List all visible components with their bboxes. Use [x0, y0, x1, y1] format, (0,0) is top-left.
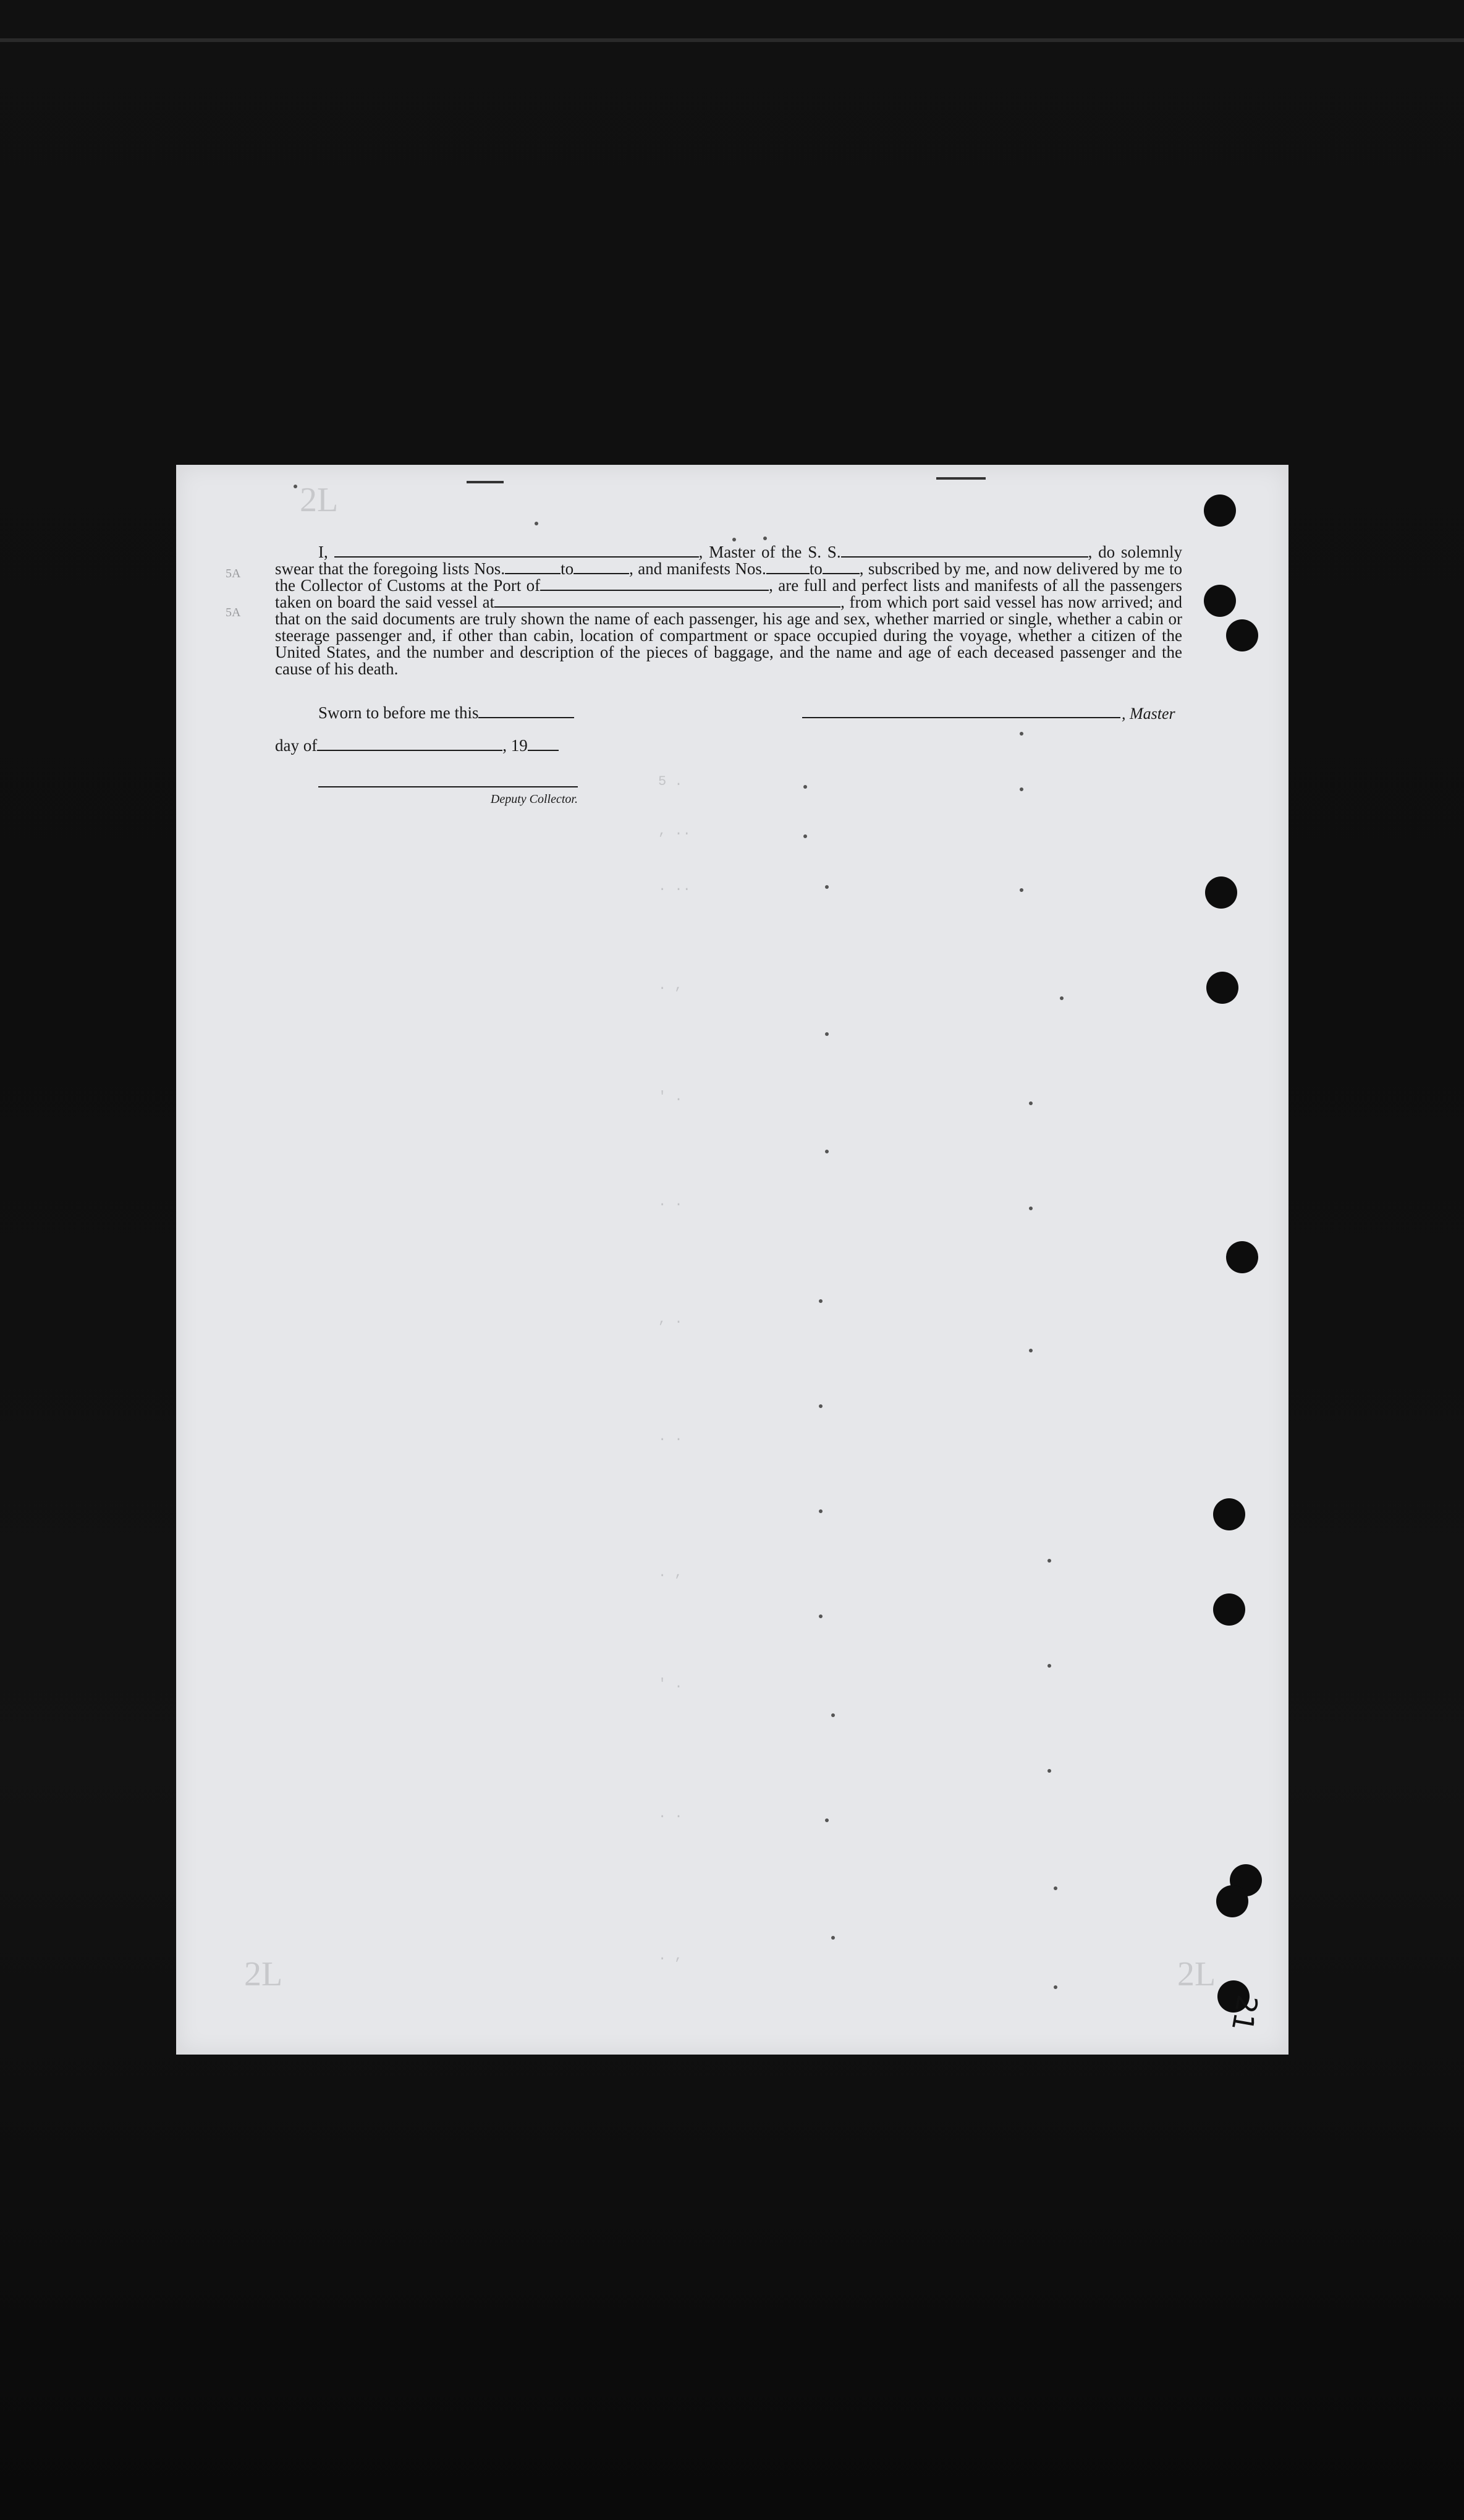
speck: [1054, 1985, 1057, 1989]
punch-hole: [1213, 1498, 1245, 1530]
ghost-page-number-bottom-left: 2L: [244, 1955, 283, 1993]
sworn-text: Sworn to before me this: [318, 703, 479, 722]
bleed-through-entry: , ..: [658, 823, 691, 839]
margin-mark-1: 5A: [226, 567, 241, 580]
speck: [831, 1713, 835, 1717]
speck: [763, 537, 767, 540]
lists-from-blank: [505, 561, 561, 574]
speck: [819, 1614, 823, 1618]
oath-lists-text: , do solemnly swear that the foregoing lists Nos.: [275, 543, 1183, 578]
ghost-page-number-bottom-right: 2L: [1177, 1955, 1216, 1993]
speck: [1054, 1886, 1057, 1890]
speck: [825, 1818, 829, 1822]
speck: [825, 1032, 829, 1036]
bleed-through-entry: . ..: [658, 879, 691, 894]
year-prefix: , 19: [502, 736, 528, 755]
scan-edge-line: [0, 38, 1464, 42]
lists-to-blank: [573, 561, 629, 574]
port-blank: [540, 577, 769, 591]
oath-vessel-text: , are full and perfect lists and manifests of all the passengers taken on board the said vessel at: [275, 576, 1182, 611]
speck: [819, 1509, 823, 1513]
oath-to-1: to: [561, 559, 574, 578]
manifests-from-blank: [766, 561, 810, 574]
speck: [825, 885, 829, 889]
day-of-text: day of: [275, 736, 318, 755]
speck: [467, 481, 504, 483]
deputy-signature-line: [318, 786, 578, 787]
margin-mark-2: 5A: [226, 606, 241, 619]
bleed-through-entry: ' .: [658, 1089, 683, 1105]
oath-declaration-text: , from which port said vessel has now arrived; and that on the said documents are truly shown the name of each passenger, his age and sex, whether married or single, whether a cabin or steerage passenger and, if other than cabin, location of compartment or space occupied during the voyage, whether a citizen of the United States, and the number and description of the pieces of baggage, and the name and age of each deceased passenger and the cause of his death.: [275, 593, 1182, 678]
speck: [819, 1404, 823, 1408]
oath-to-2: to: [809, 559, 823, 578]
speck: [1047, 1664, 1051, 1668]
punch-hole: [1205, 876, 1237, 909]
manifests-to-blank: [823, 561, 860, 574]
punch-hole: [1204, 585, 1236, 617]
speck: [803, 834, 807, 838]
speck: [1029, 1101, 1033, 1105]
sworn-day-blank: [478, 705, 574, 718]
master-label: , Master: [1122, 705, 1175, 723]
bleed-through-entry: . ,: [658, 1565, 683, 1580]
speck: [294, 485, 297, 488]
ship-name-blank: [841, 544, 1088, 558]
handwritten-page-number: 21: [1225, 1992, 1264, 2034]
bleed-through-entry: . ,: [658, 978, 683, 993]
bleed-through-entry: . .: [658, 1194, 683, 1210]
bleed-through-entry: . .: [658, 1429, 683, 1445]
manifest-sheet: [176, 465, 1288, 2055]
speck: [803, 785, 807, 789]
punch-hole: [1213, 1593, 1245, 1626]
punch-hole: [1226, 619, 1258, 651]
departure-port-blank: [494, 594, 840, 608]
speck: [825, 1150, 829, 1153]
oath-collector-text: , subscribed by me, and now delivered by me to the Collector of Customs at the Port of: [275, 559, 1182, 595]
punch-hole: [1216, 1885, 1248, 1917]
year-blank: [528, 737, 559, 751]
speck: [1020, 732, 1023, 736]
oath-pronoun: I,: [318, 543, 328, 561]
master-signature-line: [802, 717, 1120, 718]
speck: [535, 522, 538, 525]
bleed-through-entry: . .: [658, 1806, 683, 1822]
bleed-through-entry: 5 .: [658, 774, 683, 789]
oath-manifests-text: , and manifests Nos.: [629, 559, 766, 578]
speck: [819, 1299, 823, 1303]
bleed-through-entry: ' .: [658, 1676, 683, 1692]
speck: [936, 477, 986, 480]
oath-master-of-ship: , Master of the S. S.: [698, 543, 841, 561]
punch-hole: [1204, 494, 1236, 527]
sworn-block: [275, 703, 574, 755]
oath-paragraph: [275, 544, 1182, 677]
speck: [1047, 1769, 1051, 1773]
punch-hole: [1226, 1241, 1258, 1273]
speck: [1020, 888, 1023, 892]
speck: [732, 538, 736, 541]
punch-hole: [1206, 972, 1238, 1004]
speck: [1029, 1207, 1033, 1210]
speck: [1047, 1559, 1051, 1563]
speck: [1020, 787, 1023, 791]
speck: [831, 1936, 835, 1940]
ghost-page-number-top: 2L: [300, 481, 339, 519]
speck: [1060, 996, 1064, 1000]
bleed-through-entry: , .: [658, 1312, 683, 1327]
speck: [1029, 1349, 1033, 1352]
month-blank: [317, 737, 502, 751]
bleed-through-entry: . ,: [658, 1948, 683, 1964]
master-name-blank: [334, 544, 699, 558]
deputy-collector-label: Deputy Collector.: [490, 792, 578, 806]
